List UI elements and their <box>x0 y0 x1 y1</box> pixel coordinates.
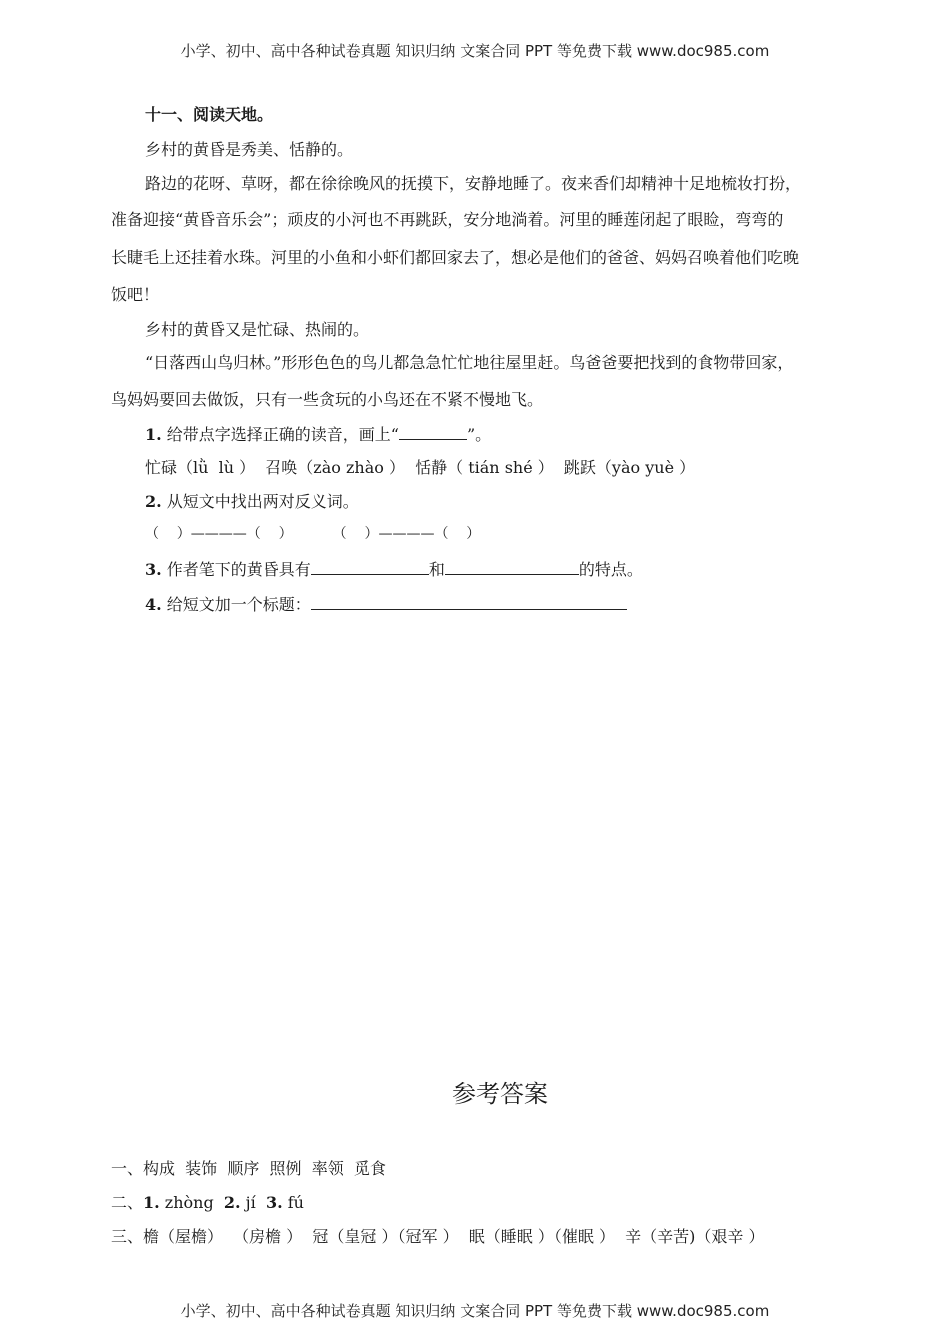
answer-2-label: 二、 <box>111 1193 144 1212</box>
answer-2-val-2: jí <box>240 1193 266 1212</box>
question-1 <box>145 422 491 445</box>
paragraph-4-line-1: “日落西山鸟归林。”形形色色的鸟儿都急急忙忙地往屋里赶。鸟爸爸要把找到的食物带回家， <box>145 353 794 372</box>
answers-title: 参考答案 <box>452 1080 548 1108</box>
question-3-text-a: 作者笔下的黄昏具有 <box>166 560 311 579</box>
question-3-blank-1 <box>311 573 429 575</box>
question-3-number: 3. <box>145 560 162 579</box>
answer-2-val-3: fú <box>282 1193 304 1212</box>
question-1-number: 1. <box>145 425 162 444</box>
question-3-blank-2 <box>445 573 579 575</box>
question-1-options: 忙碌（lǜ lù ） 召唤（zào zhào ） 恬静（ tián shé ） 跳跃（yào yuè ） <box>145 458 696 477</box>
section-title: 十一、阅读天地。 <box>145 105 274 124</box>
question-3-text-c: 的特点。 <box>578 560 643 579</box>
question-4-text: 给短文加一个标题： <box>166 595 311 614</box>
question-4-number: 4. <box>145 595 162 614</box>
paragraph-2-line-1: 路边的花呀、草呀，都在徐徐晚风的抚摸下，安静地睡了。夜来香们却精神十足地梳妆打扮， <box>145 174 802 193</box>
answer-2-num-3: 3. <box>265 1193 283 1212</box>
answer-2 <box>111 1190 304 1213</box>
answer-3: 三、檐（屋檐） （房檐 ） 冠（皇冠 ）（冠军 ） 眠（睡眠 ）（催眠 ） 辛（辛苦)（艰辛 ） <box>111 1227 765 1246</box>
question-4-blank <box>311 608 627 610</box>
paragraph-2-line-2: 准备迎接“黄昏音乐会”；顽皮的小河也不再跳跃，安分地淌着。河里的睡莲闭起了眼睑，弯弯的 <box>111 210 784 229</box>
question-2 <box>145 489 359 512</box>
question-1-blank <box>399 438 467 440</box>
question-1-text-end: ”。 <box>466 425 492 444</box>
question-2-number: 2. <box>145 492 162 511</box>
answer-2-num-1: 1. <box>143 1193 160 1212</box>
answer-2-num-2: 2. <box>223 1193 241 1212</box>
question-1-text: 给带点字选择正确的读音，画上“ <box>166 425 399 444</box>
question-2-text: 从短文中找出两对反义词。 <box>166 492 359 511</box>
paragraph-2-line-4: 饭吧！ <box>111 285 160 304</box>
page-footer: 小学、初中、高中各种试卷真题 知识归纳 文案合同 PPT 等免费下载 www.doc985.com <box>180 1302 770 1320</box>
answer-1: 一、构成 装饰 顺序 照例 率领 觅食 <box>111 1159 386 1178</box>
page-header: 小学、初中、高中各种试卷真题 知识归纳 文案合同 PPT 等免费下载 www.doc985.com <box>180 42 770 60</box>
paragraph-1: 乡村的黄昏是秀美、恬静的。 <box>145 140 354 159</box>
paragraph-3: 乡村的黄昏又是忙碌、热闹的。 <box>145 320 370 339</box>
question-3-text-b: 和 <box>428 560 445 579</box>
question-3 <box>145 557 643 580</box>
paragraph-2-line-3: 长睫毛上还挂着水珠。河里的小鱼和小虾们都回家去了，想必是他们的爸爸、妈妈召唤着他们吃晚 <box>111 248 800 267</box>
answer-2-val-1: zhòng <box>159 1193 224 1212</box>
paragraph-4-line-2: 鸟妈妈要回去做饭，只有一些贪玩的小鸟还在不紧不慢地飞。 <box>111 390 544 409</box>
question-2-blanks: （ ）————（ ） （ ）————（ ） <box>145 526 481 542</box>
question-4 <box>145 592 627 615</box>
